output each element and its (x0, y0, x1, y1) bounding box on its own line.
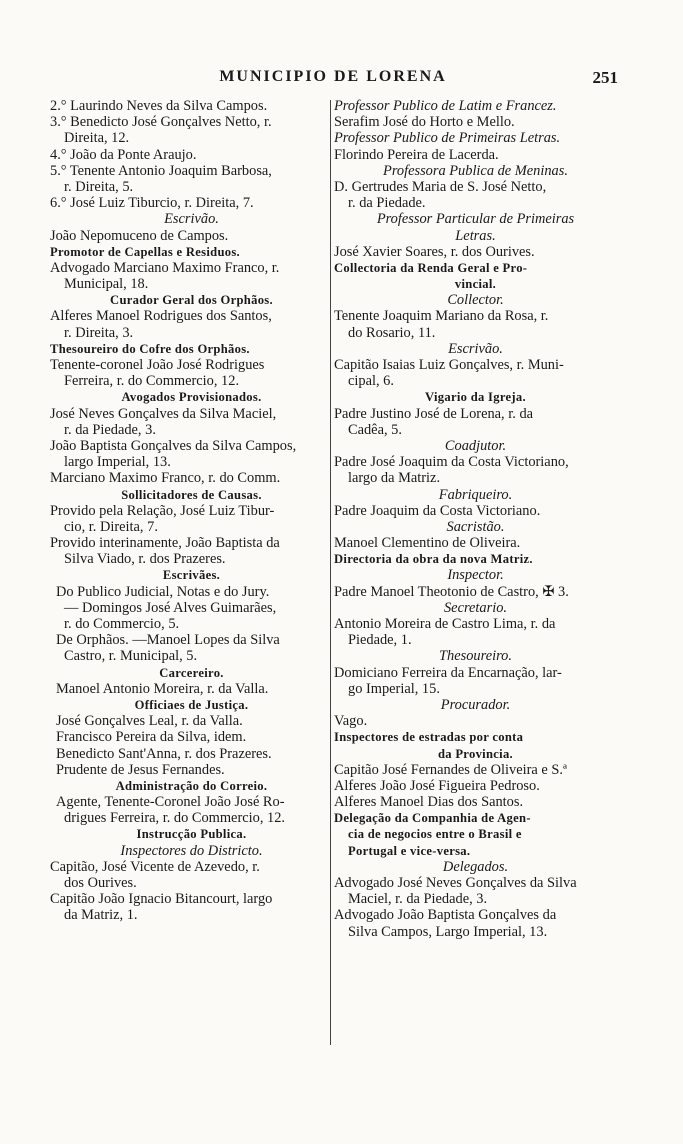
text-line: Administração do Correio. (115, 778, 268, 793)
text-line: João Nepomuceno de Campos. (50, 227, 229, 244)
text-line: Professor Publico de Latim e Francez. (334, 98, 557, 114)
text-line: Sollicitadores de Causas. (121, 487, 262, 502)
text-line: Inspectores de estradas por conta (334, 730, 524, 745)
text-line: Capitão João Ignacio Bitancourt, largo (50, 891, 273, 908)
text-line: Professora Publica de Meninas. (383, 162, 568, 179)
text-line: Direita, 12. (64, 130, 130, 147)
text-line: r. da Piedade. (348, 195, 426, 212)
text-line: Secretario. (443, 599, 507, 616)
text-line: dos Ourives. (64, 875, 137, 891)
text-line: go Imperial, 15. (348, 680, 440, 697)
text-line: r. Direita, 3. (64, 324, 134, 341)
text-line: Cadêa, 5. (348, 421, 402, 438)
text-line: Municipal, 18. (64, 276, 149, 293)
text-line: — Domingos José Alves Guimarães, (64, 599, 277, 616)
text-line: Avogados Provisionados. (121, 390, 262, 405)
text-line: Collector. (447, 292, 504, 309)
text-line: 3.° Benedicto José Gonçalves Netto, r. (50, 114, 272, 131)
text-line: cio, r. Direita, 7. (64, 518, 158, 535)
text-line: r. do Commercio, 5. (64, 616, 180, 632)
text-line: Escrivão. (448, 340, 503, 357)
text-line: Collectoria da Renda Geral e Pro- (334, 260, 528, 275)
text-line: Do Publico Judicial, Notas e do Jury. (56, 583, 270, 600)
text-line: Carcereiro. (159, 665, 224, 680)
text-line: João Baptista Gonçalves da Silva Campos, (50, 437, 297, 454)
text-line: r. Direita, 5. (64, 178, 134, 195)
text-line: Thesoureiro do Cofre dos Orphãos. (50, 341, 250, 356)
text-line: Antonio Moreira de Castro Lima, r. da (334, 616, 556, 632)
text-line: Agente, Tenente-Coronel João José Ro- (56, 794, 285, 811)
text-line: drigues Ferreira, r. do Commercio, 12. (64, 810, 286, 827)
text-line: José Neves Gonçalves da Silva Maciel, (50, 405, 277, 422)
text-line: Coadjutor. (444, 437, 507, 454)
text-line: 6.° José Luiz Tiburcio, r. Direita, 7. (50, 195, 254, 212)
text-line: Provido pela Relação, José Luiz Tibur- (50, 502, 275, 519)
text-line: Curador Geral dos Orphãos. (110, 293, 273, 308)
text-line: Capitão, José Vicente de Azevedo, r. (50, 858, 260, 875)
text-line: Professor Particular de Primeiras (376, 211, 575, 228)
text-line: José Xavier Soares, r. dos Ourives. (334, 243, 535, 260)
text-line: Escrivão. (164, 211, 219, 228)
text-line: Padre Joaquim da Costa Victoriano. (334, 502, 541, 519)
page-title: MUNICIPIO DE LORENA (219, 68, 447, 85)
text-line: Capitão José Fernandes de Oliveira e S.ª (334, 761, 567, 778)
text-line: Tenente-coronel João José Rodrigues (50, 357, 265, 373)
right-column (334, 98, 617, 940)
text-line: do Rosario, 11. (348, 324, 436, 341)
text-line: Alferes Manoel Dias dos Santos. (334, 794, 524, 811)
text-line: Alferes João José Figueira Pedroso. (334, 777, 540, 794)
text-line: da Matriz, 1. (64, 907, 138, 924)
text-line: vincial. (454, 277, 497, 292)
text-line: Officiaes de Justiça. (134, 697, 249, 712)
text-line: Padre José Joaquim da Costa Victoriano, (334, 454, 569, 471)
text-line: Vago. (334, 713, 368, 730)
text-line: Provido interinamente, João Baptista da (50, 535, 280, 552)
text-line: Portugal e vice-versa. (348, 843, 471, 858)
text-line: Manoel Antonio Moreira, r. da Valla. (56, 680, 269, 697)
text-line: Sacristão. (446, 518, 505, 535)
text-line: Escrivães. (162, 568, 221, 583)
text-line: D. Gertrudes Maria de S. José Netto, (334, 178, 547, 195)
text-line: Advogado José Neves Gonçalves da Silva (334, 875, 577, 891)
text-line: Manoel Clementino de Oliveira. (334, 535, 521, 552)
text-line: cipal, 6. (348, 373, 394, 390)
text-line: 5.° Tenente Antonio Joaquim Barbosa, (50, 162, 272, 179)
text-line: Advogado Marciano Maximo Franco, r. (50, 259, 280, 276)
text-line: Alferes Manoel Rodrigues dos Santos, (50, 308, 272, 325)
text-line: Maciel, r. da Piedade, 3. (348, 891, 488, 908)
text-line: Promotor de Capellas e Residuos. (50, 244, 240, 259)
text-line: Delegados. (442, 858, 509, 875)
text-line: Directoria da obra da nova Matriz. (334, 552, 533, 567)
text-line: Silva Campos, Largo Imperial, 13. (348, 923, 548, 940)
text-line: Fabriqueiro. (438, 486, 513, 503)
left-column (50, 98, 333, 924)
text-line: Capitão Isaias Luiz Gonçalves, r. Muni- (334, 357, 564, 373)
text-line: Inspectores do Districto. (120, 842, 263, 859)
text-line: Ferreira, r. do Commercio, 12. (64, 373, 240, 390)
text-line: Castro, r. Municipal, 5. (64, 648, 198, 665)
text-line: 4.° João da Ponte Araujo. (50, 146, 197, 163)
text-line: Padre Justino José de Lorena, r. da (334, 405, 534, 422)
text-line: Silva Viado, r. dos Prazeres. (64, 551, 226, 568)
page-header (48, 68, 618, 94)
text-line: da Provincia. (437, 746, 514, 761)
text-line: largo da Matriz. (348, 470, 441, 487)
text-line: Benedicto Sant'Anna, r. dos Prazeres. (56, 745, 272, 762)
text-line: largo Imperial, 13. (64, 454, 171, 471)
text-line: Advogado João Baptista Gonçalves da (334, 907, 557, 924)
text-line: Domiciano Ferreira da Encarnação, lar- (334, 664, 562, 681)
text-line: Tenente Joaquim Mariano da Rosa, r. (334, 308, 549, 325)
text-line: r. da Piedade, 3. (64, 421, 156, 438)
text-line: De Orphãos. —Manoel Lopes da Silva (56, 632, 280, 649)
text-line: Thesoureiro. (439, 648, 512, 665)
text-line: Professor Publico de Primeiras Letras. (334, 130, 561, 147)
text-line: Vigario da Igreja. (425, 390, 526, 405)
text-line: Letras. (455, 227, 496, 244)
text-line: Marciano Maximo Franco, r. do Comm. (50, 470, 281, 487)
text-line: Procurador. (440, 696, 511, 713)
column-divider (330, 100, 331, 1045)
text-line: Instrucção Publica. (136, 827, 247, 842)
text-line: Padre Manoel Theotonio de Castro, ✠ 3. (334, 583, 569, 600)
text-line: Piedade, 1. (348, 632, 412, 649)
text-line: cia de negocios entre o Brasil e (348, 827, 522, 842)
text-line: 2.° Laurindo Neves da Silva Campos. (50, 98, 268, 114)
text-line: Inspector. (447, 567, 504, 584)
text-line: José Gonçalves Leal, r. da Valla. (56, 713, 243, 730)
page-number: 251 (592, 68, 618, 87)
text-line: Serafim José do Horto e Mello. (334, 114, 515, 131)
text-line: Delegação da Companhia de Agen- (334, 811, 531, 826)
text-line: Francisco Pereira da Silva, idem. (56, 729, 247, 746)
text-line: Prudente de Jesus Fernandes. (56, 761, 225, 778)
text-line: Florindo Pereira de Lacerda. (334, 146, 499, 163)
